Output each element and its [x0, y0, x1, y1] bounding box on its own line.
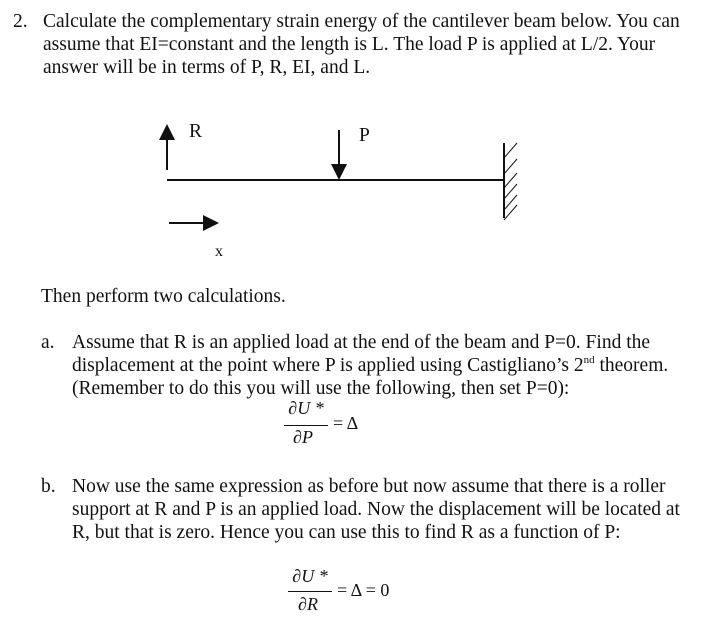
part-b-line-3: R, but that is zero. Hence you can use this to find R as a function of P:: [72, 522, 621, 543]
eq-a-fraction-line: [284, 425, 328, 426]
fixed-support-hatching: [504, 143, 517, 220]
intro-text: Then perform two calculations.: [41, 286, 286, 307]
eq-b-fraction-line: [288, 591, 332, 592]
eq-b-numerator: ∂U *: [292, 566, 328, 586]
eq-a-rhs: = Δ: [333, 413, 359, 433]
eq-b-rhs: = Δ = 0: [337, 580, 390, 600]
part-b-line-2: support at R and P is an applied load. Now the displacement will be located at: [72, 499, 680, 520]
problem-line-3: answer will be in terms of P, R, EI, and L.: [43, 57, 371, 78]
label-r: R: [189, 121, 203, 142]
part-a-line-3: (Remember to do this you will use the following, then set P=0):: [72, 378, 570, 399]
part-a-line-1: Assume that R is an applied load at the end of the beam and P=0. Find the: [72, 332, 651, 353]
problem-line-2: assume that EI=constant and the length is L. The load P is applied at L/2. Your: [43, 34, 656, 55]
label-x: x: [215, 243, 223, 260]
eq-a-denominator: ∂P: [293, 427, 313, 447]
part-a-marker: a.: [41, 332, 55, 353]
label-p: P: [359, 125, 370, 146]
problem-number: 2.: [13, 11, 28, 32]
part-b-marker: b.: [41, 476, 56, 497]
part-b-line-1: Now use the same expression as before but now assume that there is a roller: [72, 476, 666, 497]
eq-a-numerator: ∂U *: [288, 398, 324, 418]
part-a-line-2: displacement at the point where P is applied using Castigliano’s 2nd theorem.: [72, 354, 669, 376]
problem-line-1: Calculate the complementary strain energy of the cantilever beam below. You can: [43, 11, 680, 32]
eq-b-denominator: ∂R: [298, 594, 318, 614]
